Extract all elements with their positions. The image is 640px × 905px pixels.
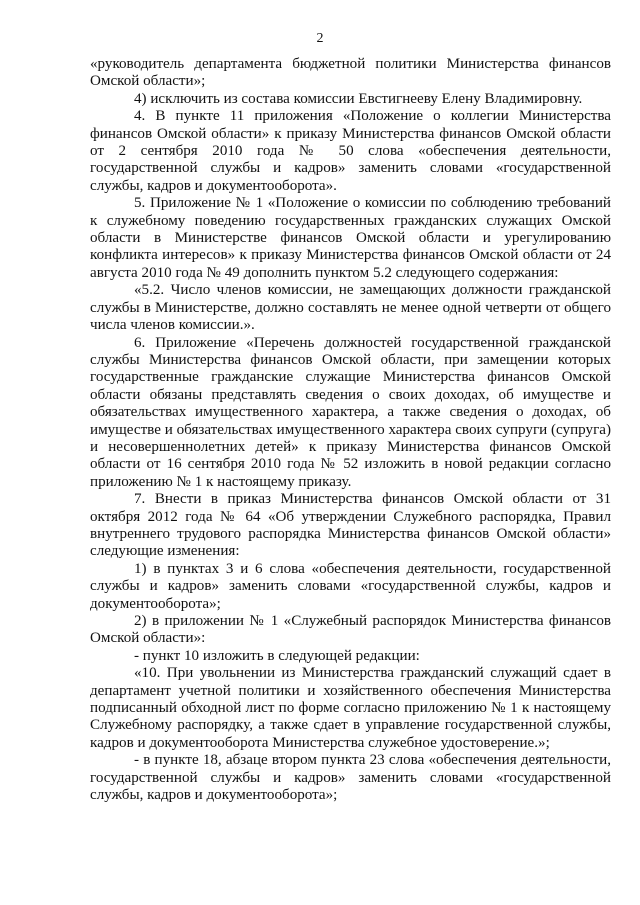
paragraph: 7. Внести в приказ Министерства финансов Омской области от 31 октября 2012 года № 64 «Об утверждении Служебного распорядка, Правил внутреннего трудового распорядка Министерства финансов Омской области» следующие изменения: bbox=[90, 491, 611, 560]
paragraph: «руководитель департамента бюджетной политики Министерства финансов Омской области»; bbox=[90, 56, 611, 90]
paragraph: 1) в пунктах 3 и 6 слова «обеспечения деятельности, государственной службы и кадров» заменить словами «государственной службы, кадров и документооборота»; bbox=[90, 560, 611, 612]
paragraph: «10. При увольнении из Министерства гражданский служащий сдает в департамент учетной политики и хозяйственного обеспечения Министерства подписанный обходной лист по форме согласно приложению № 1 к настоящему Служебному распорядку, а также сдает в управление государственной службы, кадров и документооборота Министерства служебное удостоверение.»; bbox=[90, 665, 611, 751]
paragraph: - пункт 10 изложить в следующей редакции: bbox=[134, 647, 420, 664]
paragraph: 5. Приложение № 1 «Положение о комиссии по соблюдению требований к служебному поведению государственных гражданских служащих Омской области в Министерстве финансов Омской области и урегулированию конфликта интересов» к приказу Министерства финансов Омской области от 24 августа 2010 года № 49 дополнить пунктом 5.2 следующего содержания: bbox=[90, 195, 611, 281]
paragraph: 6. Приложение «Перечень должностей государственной гражданской службы Министерства финансов Омской области, при замещении которых государственные гражданские служащие Министерства финансов Омской области обязаны представлять сведения о своих доходах, об имуществе и обязательствах имущественного характера, а также сведения о доходах, об имуществе и обязательствах имущественного характера своих супруги (супруга) и несовершеннолетних детей» к приказу Министерства финансов Омской области от 16 сентября 2010 года № 52 изложить в новой редакции согласно приложению № 1 к настоящему приказу. bbox=[90, 334, 611, 490]
paragraph: 4) исключить из состава комиссии Евстигнееву Елену Владимировну. bbox=[134, 90, 583, 107]
document-body bbox=[90, 56, 611, 804]
paragraph: 4. В пункте 11 приложения «Положение о коллегии Министерства финансов Омской области» к приказу Министерства финансов Омской области от 2 сентября 2010 года № 50 слова «обеспечения деятельности, государственной службы и кадров» заменить словами «государственной службы, кадров и документооборота». bbox=[90, 108, 611, 194]
paragraph: «5.2. Число членов комиссии, не замещающих должности гражданской службы в Министерстве, должно составлять не менее одной четверти от общего числа членов комиссии.». bbox=[90, 282, 611, 334]
paragraph: - в пункте 18, абзаце втором пункта 23 слова «обеспечения деятельности, государственной службы и кадров» заменить словами «государственной службы, кадров и документооборота»; bbox=[90, 752, 611, 804]
page-number: 2 bbox=[316, 31, 324, 46]
paragraph: 2) в приложении № 1 «Служебный распорядок Министерства финансов Омской области»: bbox=[90, 613, 611, 647]
